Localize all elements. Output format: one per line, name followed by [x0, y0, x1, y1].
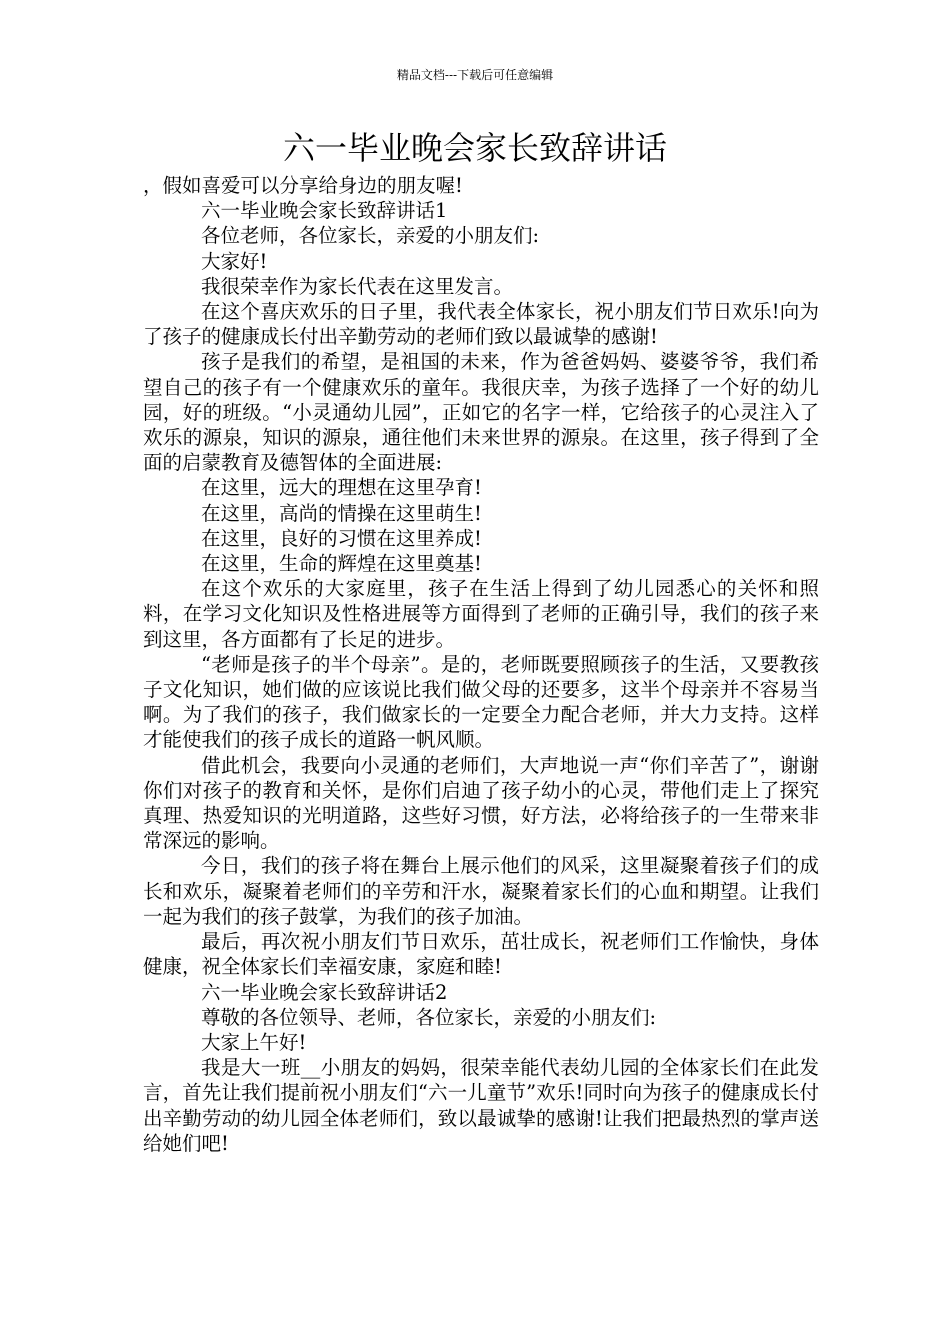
paragraph: 在这里，高尚的情操在这里萌生! — [201, 501, 482, 525]
paragraph: 孩子是我们的希望，是祖国的未来，作为爸爸妈妈、婆婆爷爷，我们希望自己的孩子有一个健康欢乐的童年。我很庆幸，为孩子选择了一个好的幼儿园，好的班级。“小灵通幼儿园”，正如它的名字一样，它给孩子的心灵注入了欢乐的源泉，知识的源泉，通往他们未来世界的源泉。在这里，孩子得到了全面的启蒙教育及德智体的全面进展: — [143, 350, 819, 475]
paragraph: 我很荣幸作为家长代表在这里发言。 — [201, 274, 514, 298]
paragraph: “老师是孩子的半个母亲”。是的，老师既要照顾孩子的生活，又要教孩子文化知识，她们做的应该说比我们做父母的还要多，这半个母亲并不容易当啊。为了我们的孩子，我们做家长的一定要全力配合老师，并大力支持。这样才能使我们的孩子成长的道路一帆风顺。 — [143, 652, 819, 752]
paragraph: 大家好! — [201, 249, 268, 273]
paragraph: 在这个喜庆欢乐的日子里，我代表全体家长，祝小朋友们节日欢乐!向为了孩子的健康成长付出辛勤劳动的老师们致以最诚挚的感谢! — [143, 300, 819, 349]
paragraph: 六一毕业晚会家长致辞讲话1 — [201, 199, 448, 223]
document-body — [143, 173, 819, 1156]
paragraph: 大家上午好! — [201, 1030, 307, 1054]
page-header: 精品文档---下载后可任意编辑 — [396, 68, 554, 82]
paragraph: 借此机会，我要向小灵通的老师们，大声地说一声“你们辛苦了”，谢谢你们对孩子的教育和关怀，是你们启迪了孩子幼小的心灵，带他们走上了探究真理、热爱知识的光明道路，这些好习惯，好方法，必将给孩子的一生带来非常深远的影响。 — [143, 753, 819, 853]
paragraph: 最后，再次祝小朋友们节日欢乐，茁壮成长，祝老师们工作愉快，身体健康，祝全体家长们幸福安康，家庭和睦! — [143, 930, 819, 979]
paragraph: 今日，我们的孩子将在舞台上展示他们的风采，这里凝聚着孩子们的成长和欢乐，凝聚着老师们的辛劳和汗水，凝聚着家长们的心血和期望。让我们一起为我们的孩子鼓掌，为我们的孩子加油。 — [143, 854, 819, 928]
paragraph: 六一毕业晚会家长致辞讲话2 — [201, 980, 448, 1004]
document-title: 六一毕业晚会家长致辞讲话 — [282, 129, 667, 167]
paragraph: 在这里，生命的辉煌在这里奠基! — [201, 552, 482, 576]
paragraph: 在这里，良好的习惯在这里养成! — [201, 526, 482, 550]
paragraph: ，假如喜爱可以分享给身边的朋友喔! — [143, 174, 463, 197]
paragraph: 各位老师，各位家长，亲爱的小朋友们: — [201, 224, 540, 248]
paragraph: 尊敬的各位领导、老师，各位家长，亲爱的小朋友们: — [201, 1005, 657, 1029]
paragraph: 在这个欢乐的大家庭里，孩子在生活上得到了幼儿园悉心的关怀和照料，在学习文化知识及性格进展等方面得到了老师的正确引导，我们的孩子来到这里，各方面都有了长足的进步。 — [143, 577, 819, 651]
paragraph: 我是大一班__小朋友的妈妈，很荣幸能代表幼儿园的全体家长们在此发言，首先让我们提前祝小朋友们“六一儿童节”欢乐!同时向为孩子的健康成长付出辛勤劳动的幼儿园全体老师们，致以最诚挚的感谢!让我们把最热烈的掌声送给她们吧! — [143, 1056, 819, 1155]
paragraph: 在这里，远大的理想在这里孕育! — [201, 476, 482, 500]
